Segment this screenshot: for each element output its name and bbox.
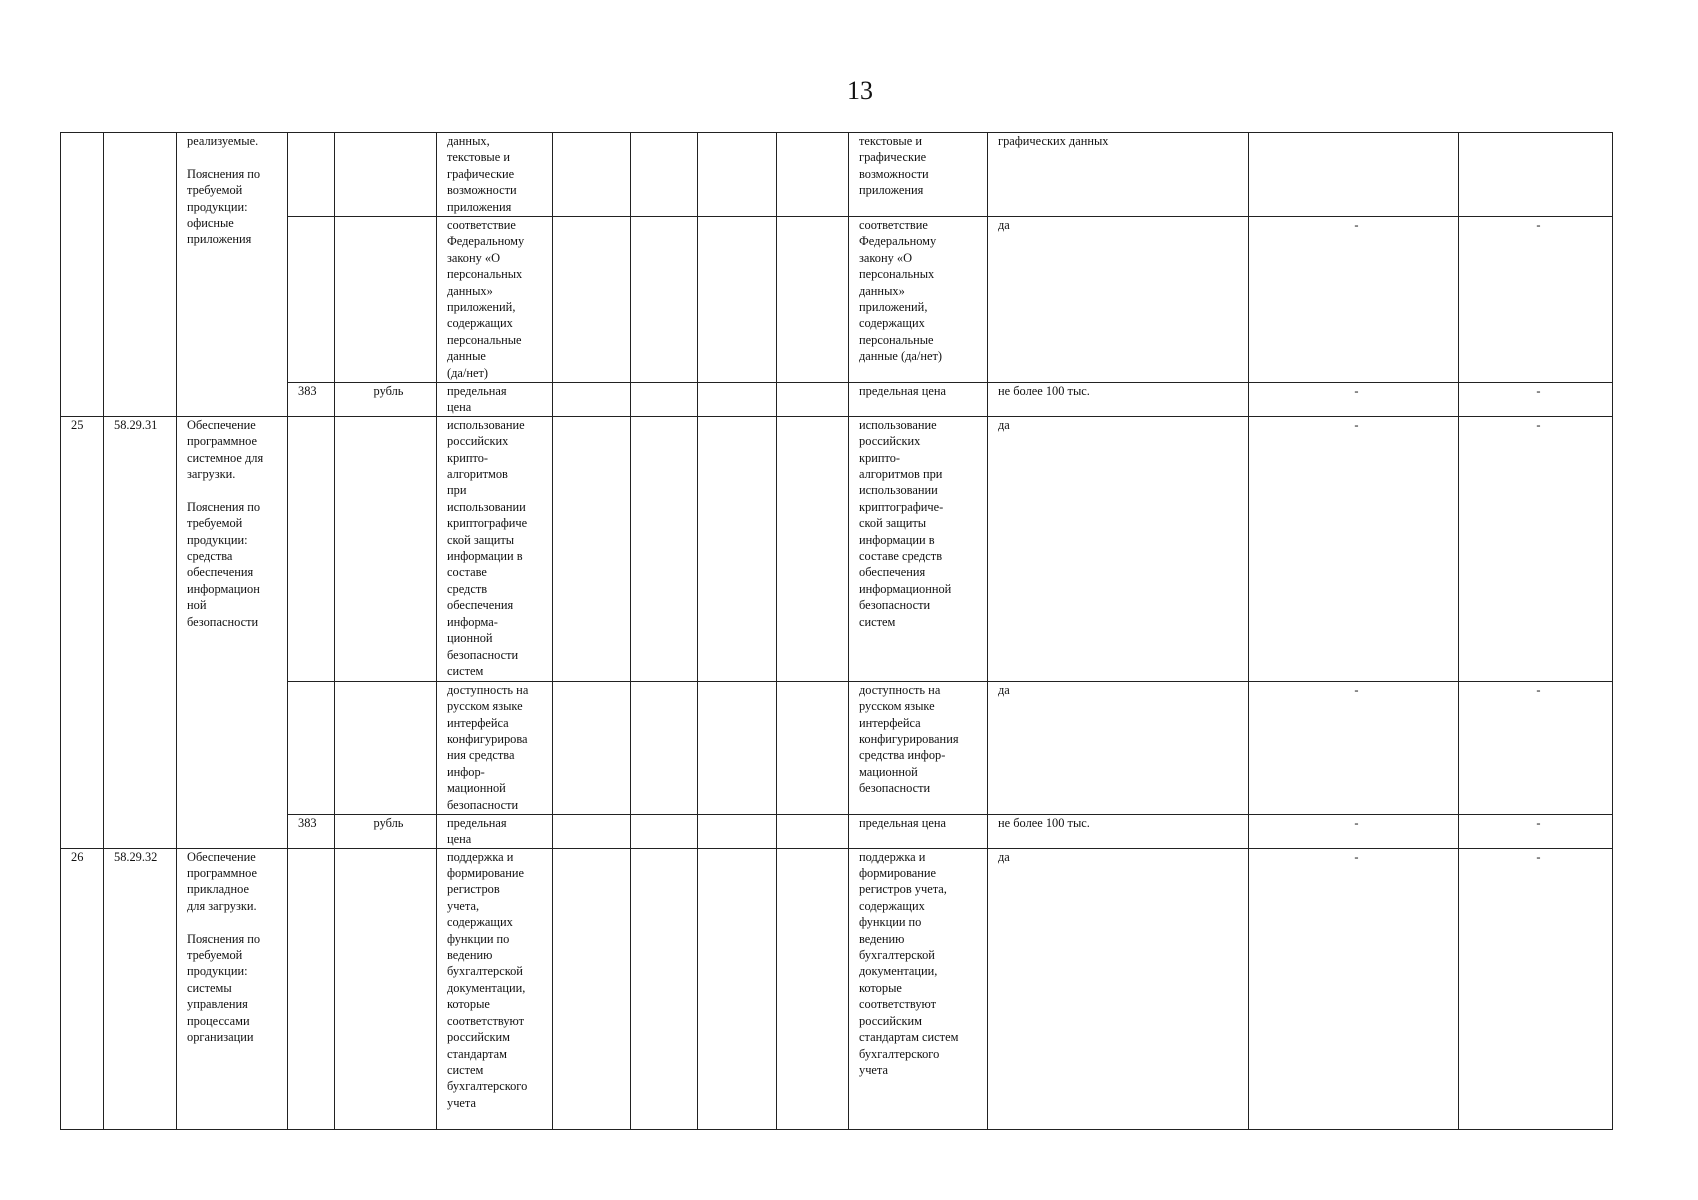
empty-cell bbox=[777, 814, 849, 848]
empty-cell bbox=[631, 848, 698, 1129]
unit-code-cell: 383 bbox=[288, 814, 335, 848]
unit-name-cell: рубль bbox=[335, 383, 437, 417]
empty-cell bbox=[631, 681, 698, 814]
characteristic-cell: данных, текстовые и графические возможности приложения bbox=[437, 133, 553, 217]
value-cell: да bbox=[988, 217, 1249, 383]
unit-name-cell: рубль bbox=[335, 814, 437, 848]
empty-cell bbox=[698, 814, 777, 848]
table-row bbox=[61, 848, 1613, 1129]
unit-name-cell bbox=[335, 217, 437, 383]
product-desc-cell: Обеспечение программное системное для загрузки. Пояснения по требуемой продукции: средства обеспечения информацион ной безопасности bbox=[177, 416, 288, 848]
okpd-cell: 58.29.32 bbox=[104, 848, 177, 1129]
empty-cell bbox=[698, 383, 777, 417]
empty-cell bbox=[631, 133, 698, 217]
empty-cell bbox=[777, 681, 849, 814]
page-number: 13 bbox=[847, 76, 873, 105]
unit-name-cell bbox=[335, 681, 437, 814]
procurement-table bbox=[60, 132, 1613, 1130]
row-number-cell bbox=[61, 133, 104, 417]
empty-cell bbox=[698, 681, 777, 814]
value-cell: графических данных bbox=[988, 133, 1249, 217]
unit-name-cell bbox=[335, 133, 437, 217]
unit-code-cell bbox=[288, 416, 335, 681]
characteristic-cell-2: соответствие Федеральному закону «О персональных данных» приложений, содержащих персональные данные (да/нет) bbox=[849, 217, 988, 383]
unit-code-cell: 383 bbox=[288, 383, 335, 417]
empty-cell bbox=[553, 416, 631, 681]
unit-code-cell bbox=[288, 681, 335, 814]
table-row bbox=[61, 416, 1613, 681]
dash-cell: - bbox=[1459, 217, 1613, 383]
characteristic-cell-2: доступность на русском языке интерфейса конфигурирования средства инфор- мационной безопасности bbox=[849, 681, 988, 814]
characteristic-cell: использование российских крипто- алгоритмов при использовании криптографиче ской защиты информации в составе средств обеспечения информа- ционной безопасности систем bbox=[437, 416, 553, 681]
value-cell: да bbox=[988, 416, 1249, 681]
value-cell: не более 100 тыс. bbox=[988, 383, 1249, 417]
dash-cell: - bbox=[1249, 681, 1459, 814]
unit-code-cell bbox=[288, 217, 335, 383]
value-cell: да bbox=[988, 848, 1249, 1129]
unit-code-cell bbox=[288, 848, 335, 1129]
empty-cell bbox=[553, 848, 631, 1129]
empty-cell bbox=[777, 416, 849, 681]
value-cell: не более 100 тыс. bbox=[988, 814, 1249, 848]
dash-cell: - bbox=[1459, 416, 1613, 681]
row-number-cell: 26 bbox=[61, 848, 104, 1129]
empty-cell bbox=[1249, 133, 1459, 217]
table-row bbox=[61, 814, 1613, 848]
dash-cell: - bbox=[1249, 814, 1459, 848]
empty-cell bbox=[777, 217, 849, 383]
okpd-cell: 58.29.31 bbox=[104, 416, 177, 848]
empty-cell bbox=[553, 217, 631, 383]
characteristic-cell-2: поддержка и формирование регистров учета, содержащих функции по ведению бухгалтерской документации, которые соответствуют российским стандартам систем бухгалтерского учета bbox=[849, 848, 988, 1129]
empty-cell bbox=[553, 133, 631, 217]
table-row bbox=[61, 681, 1613, 814]
characteristic-cell-2: предельная цена bbox=[849, 383, 988, 417]
characteristic-cell: предельная цена bbox=[437, 814, 553, 848]
dash-cell: - bbox=[1459, 383, 1613, 417]
table-row bbox=[61, 217, 1613, 383]
value-cell: да bbox=[988, 681, 1249, 814]
table-row bbox=[61, 133, 1613, 217]
table-row bbox=[61, 383, 1613, 417]
dash-cell: - bbox=[1249, 217, 1459, 383]
unit-name-cell bbox=[335, 848, 437, 1129]
characteristic-cell: соответствие Федеральному закону «О персональных данных» приложений, содержащих персональные данные (да/нет) bbox=[437, 217, 553, 383]
empty-cell bbox=[631, 416, 698, 681]
dash-cell: - bbox=[1459, 814, 1613, 848]
empty-cell bbox=[631, 814, 698, 848]
empty-cell bbox=[553, 383, 631, 417]
empty-cell bbox=[698, 133, 777, 217]
dash-cell: - bbox=[1459, 848, 1613, 1129]
empty-cell bbox=[1459, 133, 1613, 217]
empty-cell bbox=[698, 416, 777, 681]
dash-cell: - bbox=[1459, 681, 1613, 814]
characteristic-cell: предельная цена bbox=[437, 383, 553, 417]
empty-cell bbox=[777, 848, 849, 1129]
product-desc-cell: реализуемые. Пояснения по требуемой продукции: офисные приложения bbox=[177, 133, 288, 417]
dash-cell: - bbox=[1249, 848, 1459, 1129]
empty-cell bbox=[698, 217, 777, 383]
empty-cell bbox=[777, 383, 849, 417]
empty-cell bbox=[553, 814, 631, 848]
unit-name-cell bbox=[335, 416, 437, 681]
empty-cell bbox=[631, 383, 698, 417]
empty-cell bbox=[553, 681, 631, 814]
unit-code-cell bbox=[288, 133, 335, 217]
dash-cell: - bbox=[1249, 383, 1459, 417]
okpd-cell bbox=[104, 133, 177, 417]
characteristic-cell-2: текстовые и графические возможности приложения bbox=[849, 133, 988, 217]
empty-cell bbox=[698, 848, 777, 1129]
empty-cell bbox=[631, 217, 698, 383]
characteristic-cell-2: использование российских крипто- алгоритмов при использовании криптографиче- ской защиты информации в составе средств обеспечения информационной безопасности систем bbox=[849, 416, 988, 681]
row-number-cell: 25 bbox=[61, 416, 104, 848]
characteristic-cell-2: предельная цена bbox=[849, 814, 988, 848]
dash-cell: - bbox=[1249, 416, 1459, 681]
empty-cell bbox=[777, 133, 849, 217]
characteristic-cell: поддержка и формирование регистров учета, содержащих функции по ведению бухгалтерской документации, которые соответствуют российским стандартам систем бухгалтерского учета bbox=[437, 848, 553, 1129]
characteristic-cell: доступность на русском языке интерфейса конфигурирова ния средства инфор- мационной безопасности bbox=[437, 681, 553, 814]
product-desc-cell: Обеспечение программное прикладное для загрузки. Пояснения по требуемой продукции: системы управления процессами организации bbox=[177, 848, 288, 1129]
